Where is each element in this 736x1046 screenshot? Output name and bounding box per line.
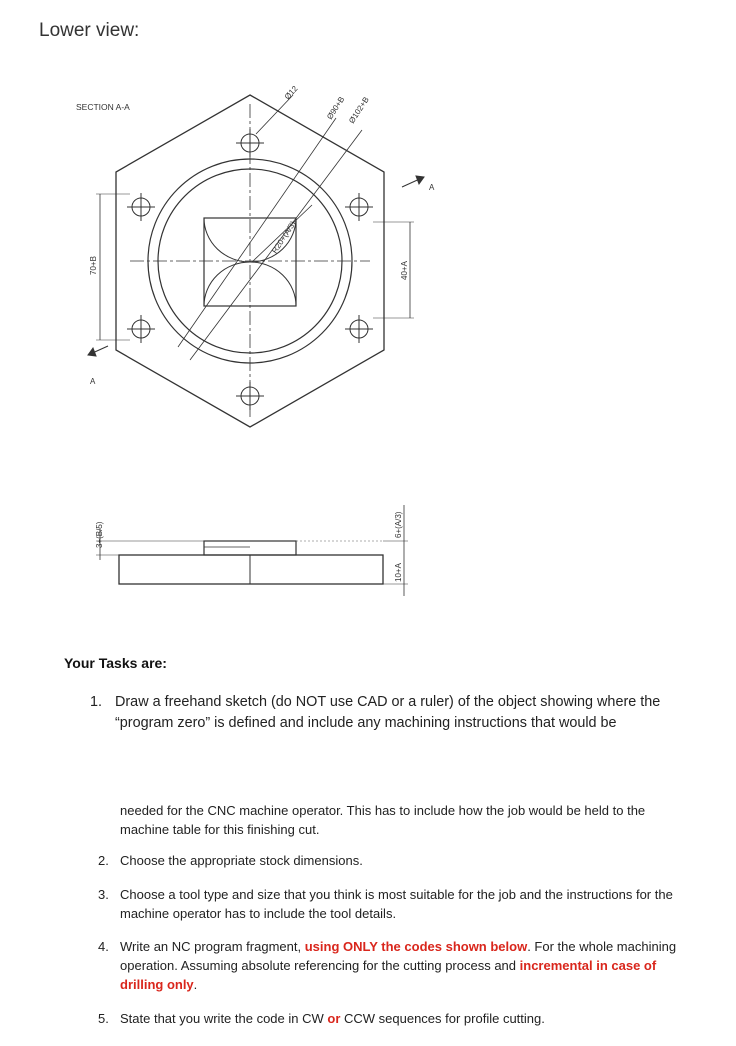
task-5-emphasis-or: or bbox=[327, 1011, 341, 1026]
dim-h70: 70+B bbox=[89, 256, 98, 275]
section-marker-lower: A bbox=[90, 377, 96, 386]
dim-d90: Ø90+B bbox=[325, 95, 347, 122]
dim-d12: Ø12 bbox=[282, 84, 300, 102]
task-4-emphasis-incremental: incremental in case of drilling only bbox=[120, 958, 657, 992]
task-1-continued: needed for the CNC machine operator. This has to include how the job would be held to the machine table for this finishing cut. bbox=[120, 803, 646, 837]
tasks-title: Your Tasks are: bbox=[64, 655, 167, 671]
dim-t6: 6+(A/3) bbox=[394, 511, 403, 538]
page-heading: Lower view: bbox=[39, 20, 140, 41]
bolt-hole-upper-right bbox=[345, 193, 373, 221]
bolt-hole-upper-left bbox=[127, 193, 155, 221]
task-text bbox=[98, 1009, 688, 1028]
task-4-post: . bbox=[193, 977, 198, 992]
side-view-boss bbox=[204, 541, 296, 555]
dim-d102: Ø102+B bbox=[347, 95, 371, 126]
task-4-pre: Write an NC program fragment, bbox=[120, 939, 305, 954]
technical-drawing bbox=[0, 60, 736, 620]
task-3 bbox=[98, 885, 688, 923]
dim-t10: 10+A bbox=[394, 563, 403, 582]
bolt-hole-lower-left bbox=[127, 315, 155, 343]
dim-t3: 3+(B/5) bbox=[95, 521, 104, 548]
side-view-base bbox=[119, 555, 383, 584]
task-2 bbox=[98, 851, 688, 870]
task-4 bbox=[98, 937, 688, 994]
section-marker-upper: A bbox=[429, 183, 435, 192]
task-5-post: CCW sequences for profile cutting. bbox=[340, 1011, 545, 1026]
task-5 bbox=[98, 1009, 688, 1028]
section-label: SECTION A-A bbox=[76, 102, 130, 112]
task-number: 5. bbox=[98, 1011, 109, 1026]
bolt-hole-bottom bbox=[236, 382, 264, 410]
task-4-mid: . For the whole machining operation. Assuming absolute referencing for the cutting process and bbox=[120, 939, 677, 973]
task-1 bbox=[90, 692, 680, 734]
bolt-hole-lower-right bbox=[345, 315, 373, 343]
task-4-emphasis-codes: using ONLY the codes shown below bbox=[304, 939, 528, 954]
bolt-hole-top bbox=[236, 129, 264, 157]
task-number: 1. bbox=[90, 694, 103, 710]
task-text bbox=[98, 937, 688, 994]
task-number: 3. bbox=[98, 887, 109, 902]
task-5-pre: State that you write the code in CW bbox=[120, 1011, 328, 1026]
dim-h40: 40+A bbox=[400, 261, 409, 280]
task-text: Choose the appropriate stock dimensions. bbox=[120, 853, 363, 868]
task-text: Draw a freehand sketch (do NOT use CAD or a ruler) of the object showing where the “program zero” is defined and include any machining instructions that would be bbox=[115, 694, 661, 731]
task-text: Choose a tool type and size that you think is most suitable for the job and the instructions for the machine operator has to include the tool details. bbox=[120, 887, 673, 921]
task-number: 2. bbox=[98, 853, 109, 868]
dim-r20: R20+(A/3) bbox=[270, 219, 298, 256]
task-number: 4. bbox=[98, 939, 109, 954]
